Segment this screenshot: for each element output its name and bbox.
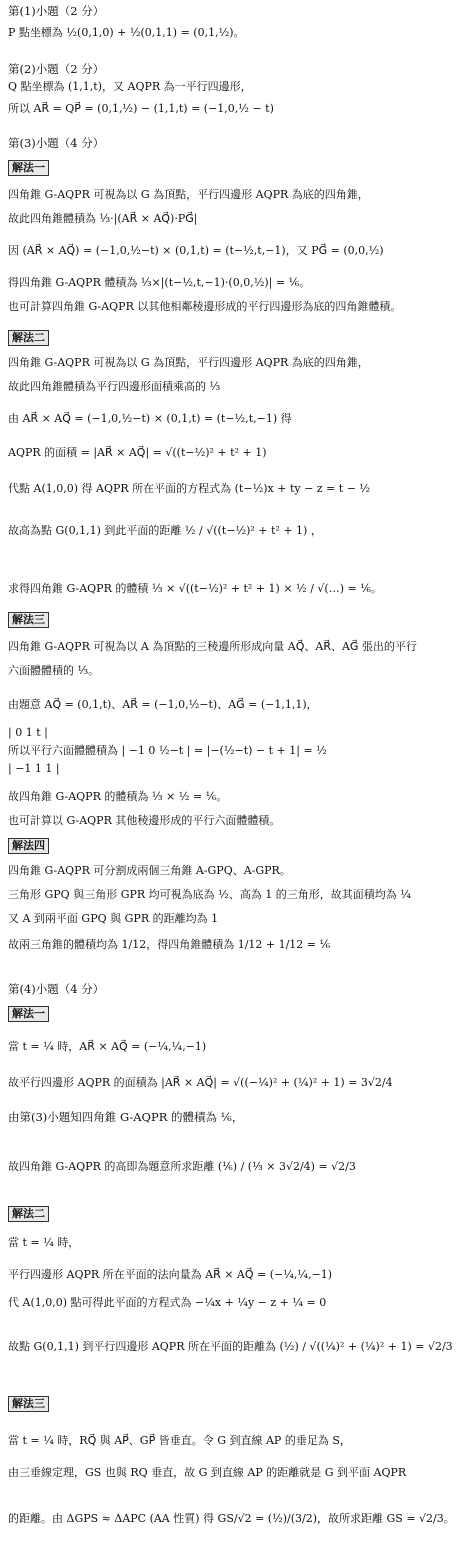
line-text: 也可計算以 G-AQPR 其他稜邊形成的平行六面體體積。: [8, 814, 281, 827]
line-text: 故高為點 G(0,1,1) 到此平面的距離 ½ / √((t−½)² + t² + 1) ，: [8, 524, 322, 537]
solution-line: [8, 524, 322, 538]
solution-line: [8, 1040, 206, 1054]
section-heading: [8, 982, 104, 997]
line-text: 第(4)小題（4 分）: [8, 982, 105, 996]
solution-line: [8, 212, 197, 226]
section-heading: [8, 136, 104, 151]
line-text: 求得四角錐 G-AQPR 的體積 ⅓ × √((t−½)² + t² + 1) × ½ / √(…) = ⅙。: [8, 582, 382, 595]
line-text: 由第(3)小題知四角錐 G-AQPR 的體積為 ⅙，: [8, 1110, 244, 1124]
method-label-text: 解法一: [8, 160, 49, 176]
line-text: 第(1)小題（2 分）: [8, 4, 105, 18]
solution-line: [8, 1160, 356, 1174]
method-label-text: 解法三: [8, 1396, 49, 1412]
solution-line: [8, 244, 384, 258]
solution-line: [8, 790, 227, 804]
line-text: 故兩三角錐的體積均為 1/12，得四角錐體積為 1/12 + 1/12 = ⅙: [8, 938, 331, 951]
line-text: 由三垂線定理，GS 也與 RQ 垂直，故 G 到直線 AP 的距離就是 G 到平面 AQPR: [8, 1466, 407, 1479]
solution-line: [8, 888, 411, 902]
solution-line: [8, 188, 369, 202]
line-text: 當 t = ¼ 時，AR⃗ × AQ⃗ = (−¼,¼,−1): [8, 1040, 207, 1053]
line-text: 四角錐 G-AQPR 可視為以 A 為頂點的三稜邊所形成向量 AQ⃗、AR⃗、AG⃗ 張出的平行: [8, 640, 417, 653]
method-label: [8, 1396, 49, 1412]
method-label: [8, 612, 49, 628]
line-text: | −1 1 1 |: [8, 762, 60, 775]
solution-line: [8, 640, 417, 654]
line-text: 故此四角錐體積為平行四邊形面積乘高的 ⅓: [8, 380, 221, 393]
method-label: [8, 1006, 49, 1022]
line-text: 故點 G(0,1,1) 到平行四邊形 AQPR 所在平面的距離為 (½) / √((¼)² + (¼)² + 1) = √2/3: [8, 1340, 453, 1353]
line-text: 由 AR⃗ × AQ⃗ = (−1,0,½−t) × (0,1,t) = (t−½,t,−1) 得: [8, 412, 292, 425]
line-text: 當 t = ¼ 時，RQ⃗ 與 AP⃗、GP⃗ 皆垂直。令 G 到直線 AP 的垂足為 S，: [8, 1434, 351, 1447]
solution-line: [8, 1466, 406, 1480]
line-text: 也可計算四角錐 G-AQPR 以其他相鄰稜邊形成的平行四邊形為底的四角錐體積。: [8, 300, 402, 313]
solution-line: [8, 1434, 351, 1448]
method-label-text: 解法四: [8, 838, 49, 854]
solution-line: [8, 1076, 393, 1090]
method-label: [8, 330, 49, 346]
method-label: [8, 838, 49, 854]
solution-line: [8, 726, 48, 740]
line-text: 四角錐 G-AQPR 可分割成兩個三角錐 A-GPQ、A-GPR。: [8, 864, 291, 877]
line-text: 故平行四邊形 AQPR 的面積為 |AR⃗ × AQ⃗| = √((−¼)² + (¼)² + 1) = 3√2/4: [8, 1076, 393, 1089]
line-text: 六面體體積的 ⅓。: [8, 664, 100, 677]
line-text: 四角錐 G-AQPR 可視為以 G 為頂點，平行四邊形 AQPR 為底的四角錐，: [8, 356, 369, 369]
line-text: 的距離。由 ΔGPS ≈ ΔAPC (AA 性質) 得 GS/√2 = (½)/(3/2)，故所求距離 GS = √2/3。: [8, 1512, 455, 1525]
line-text: 當 t = ¼ 時，: [8, 1236, 80, 1249]
solution-line: [8, 762, 60, 776]
solution-line: [8, 698, 318, 712]
solution-line: [8, 912, 218, 926]
solution-line: [8, 1512, 455, 1526]
line-text: 四角錐 G-AQPR 可視為以 G 為頂點，平行四邊形 AQPR 為底的四角錐，: [8, 188, 369, 201]
solution-line: [8, 482, 370, 496]
solution-line: [8, 102, 274, 116]
line-text: 三角形 GPQ 與三角形 GPR 均可視為底為 ½、高為 1 的三角形，故其面積均為 ¼: [8, 888, 411, 901]
solution-line: [8, 814, 280, 828]
solution-line: [8, 582, 382, 596]
line-text: 平行四邊形 AQPR 所在平面的法向量為 AR⃗ × AQ⃗ = (−¼,¼,−1): [8, 1268, 333, 1281]
solution-line: [8, 1268, 332, 1282]
solution-line: [8, 744, 327, 758]
line-text: | 0 1 t |: [8, 726, 48, 739]
line-text: 因 (AR⃗ × AQ⃗) = (−1,0,½−t) × (0,1,t) = (t−½,t,−1)，又 PG⃗ = (0,0,½): [8, 244, 384, 257]
line-text: 由題意 AQ⃗ = (0,1,t)、AR⃗ = (−1,0,½−t)、AG⃗ = (−1,1,1)，: [8, 698, 318, 711]
solution-line: [8, 1236, 79, 1250]
line-text: AQPR 的面積 = |AR⃗ × AQ⃗| = √((t−½)² + t² + 1): [8, 446, 267, 459]
section-heading: [8, 4, 104, 19]
line-text: 所以 AR⃗ = QP⃗ = (0,1,½) − (1,1,t) = (−1,0,½ − t): [8, 102, 274, 115]
line-text: 又 A 到兩平面 GPQ 與 GPR 的距離均為 1: [8, 912, 219, 925]
solution-line: [8, 80, 252, 94]
line-text: 第(3)小題（4 分）: [8, 136, 105, 150]
solution-line: [8, 412, 292, 426]
line-text: 第(2)小題（2 分）: [8, 62, 105, 76]
line-text: 故四角錐 G-AQPR 的高即為題意所求距離 (⅙) / (⅓ × 3√2/4) = √2/3: [8, 1160, 356, 1173]
method-label-text: 解法一: [8, 1006, 49, 1022]
solution-line: [8, 300, 401, 314]
line-text: 代點 A(1,0,0) 得 AQPR 所在平面的方程式為 (t−½)x + ty − z = t − ½: [8, 482, 371, 495]
solution-line: [8, 938, 330, 952]
solution-line: [8, 26, 245, 40]
solution-line: [8, 380, 220, 394]
solution-line: [8, 1340, 453, 1354]
line-text: 代 A(1,0,0) 點可得此平面的方程式為 −¼x + ¼y − z + ¼ = 0: [8, 1296, 327, 1309]
line-text: 得四角錐 G-AQPR 體積為 ⅓×|(t−½,t,−1)·(0,0,½)| = ⅙。: [8, 276, 311, 289]
method-label-text: 解法二: [8, 1206, 49, 1222]
method-label-text: 解法三: [8, 612, 49, 628]
line-text: 故四角錐 G-AQPR 的體積為 ⅓ × ½ = ⅙。: [8, 790, 228, 803]
solution-line: [8, 864, 291, 878]
solution-line: [8, 356, 369, 370]
method-label: [8, 160, 49, 176]
method-label-text: 解法二: [8, 330, 49, 346]
line-text: 故此四角錐體積為 ⅓·|(AR⃗ × AQ⃗)·PG⃗|: [8, 212, 198, 225]
solution-line: [8, 1296, 326, 1310]
solution-line: [8, 446, 267, 460]
method-label: [8, 1206, 49, 1222]
solution-line: [8, 664, 99, 678]
section-heading: [8, 1110, 243, 1125]
section-heading: [8, 62, 104, 77]
solution-line: [8, 276, 310, 290]
line-text: P 點坐標為 ½(0,1,0) + ½(0,1,1) = (0,1,½)。: [8, 26, 245, 39]
line-text: 所以平行六面體體積為 | −1 0 ½−t | = |−(½−t) − t + 1| = ½: [8, 744, 327, 757]
line-text: Q 點坐標為 (1,1,t)，又 AQPR 為一平行四邊形，: [8, 80, 252, 93]
